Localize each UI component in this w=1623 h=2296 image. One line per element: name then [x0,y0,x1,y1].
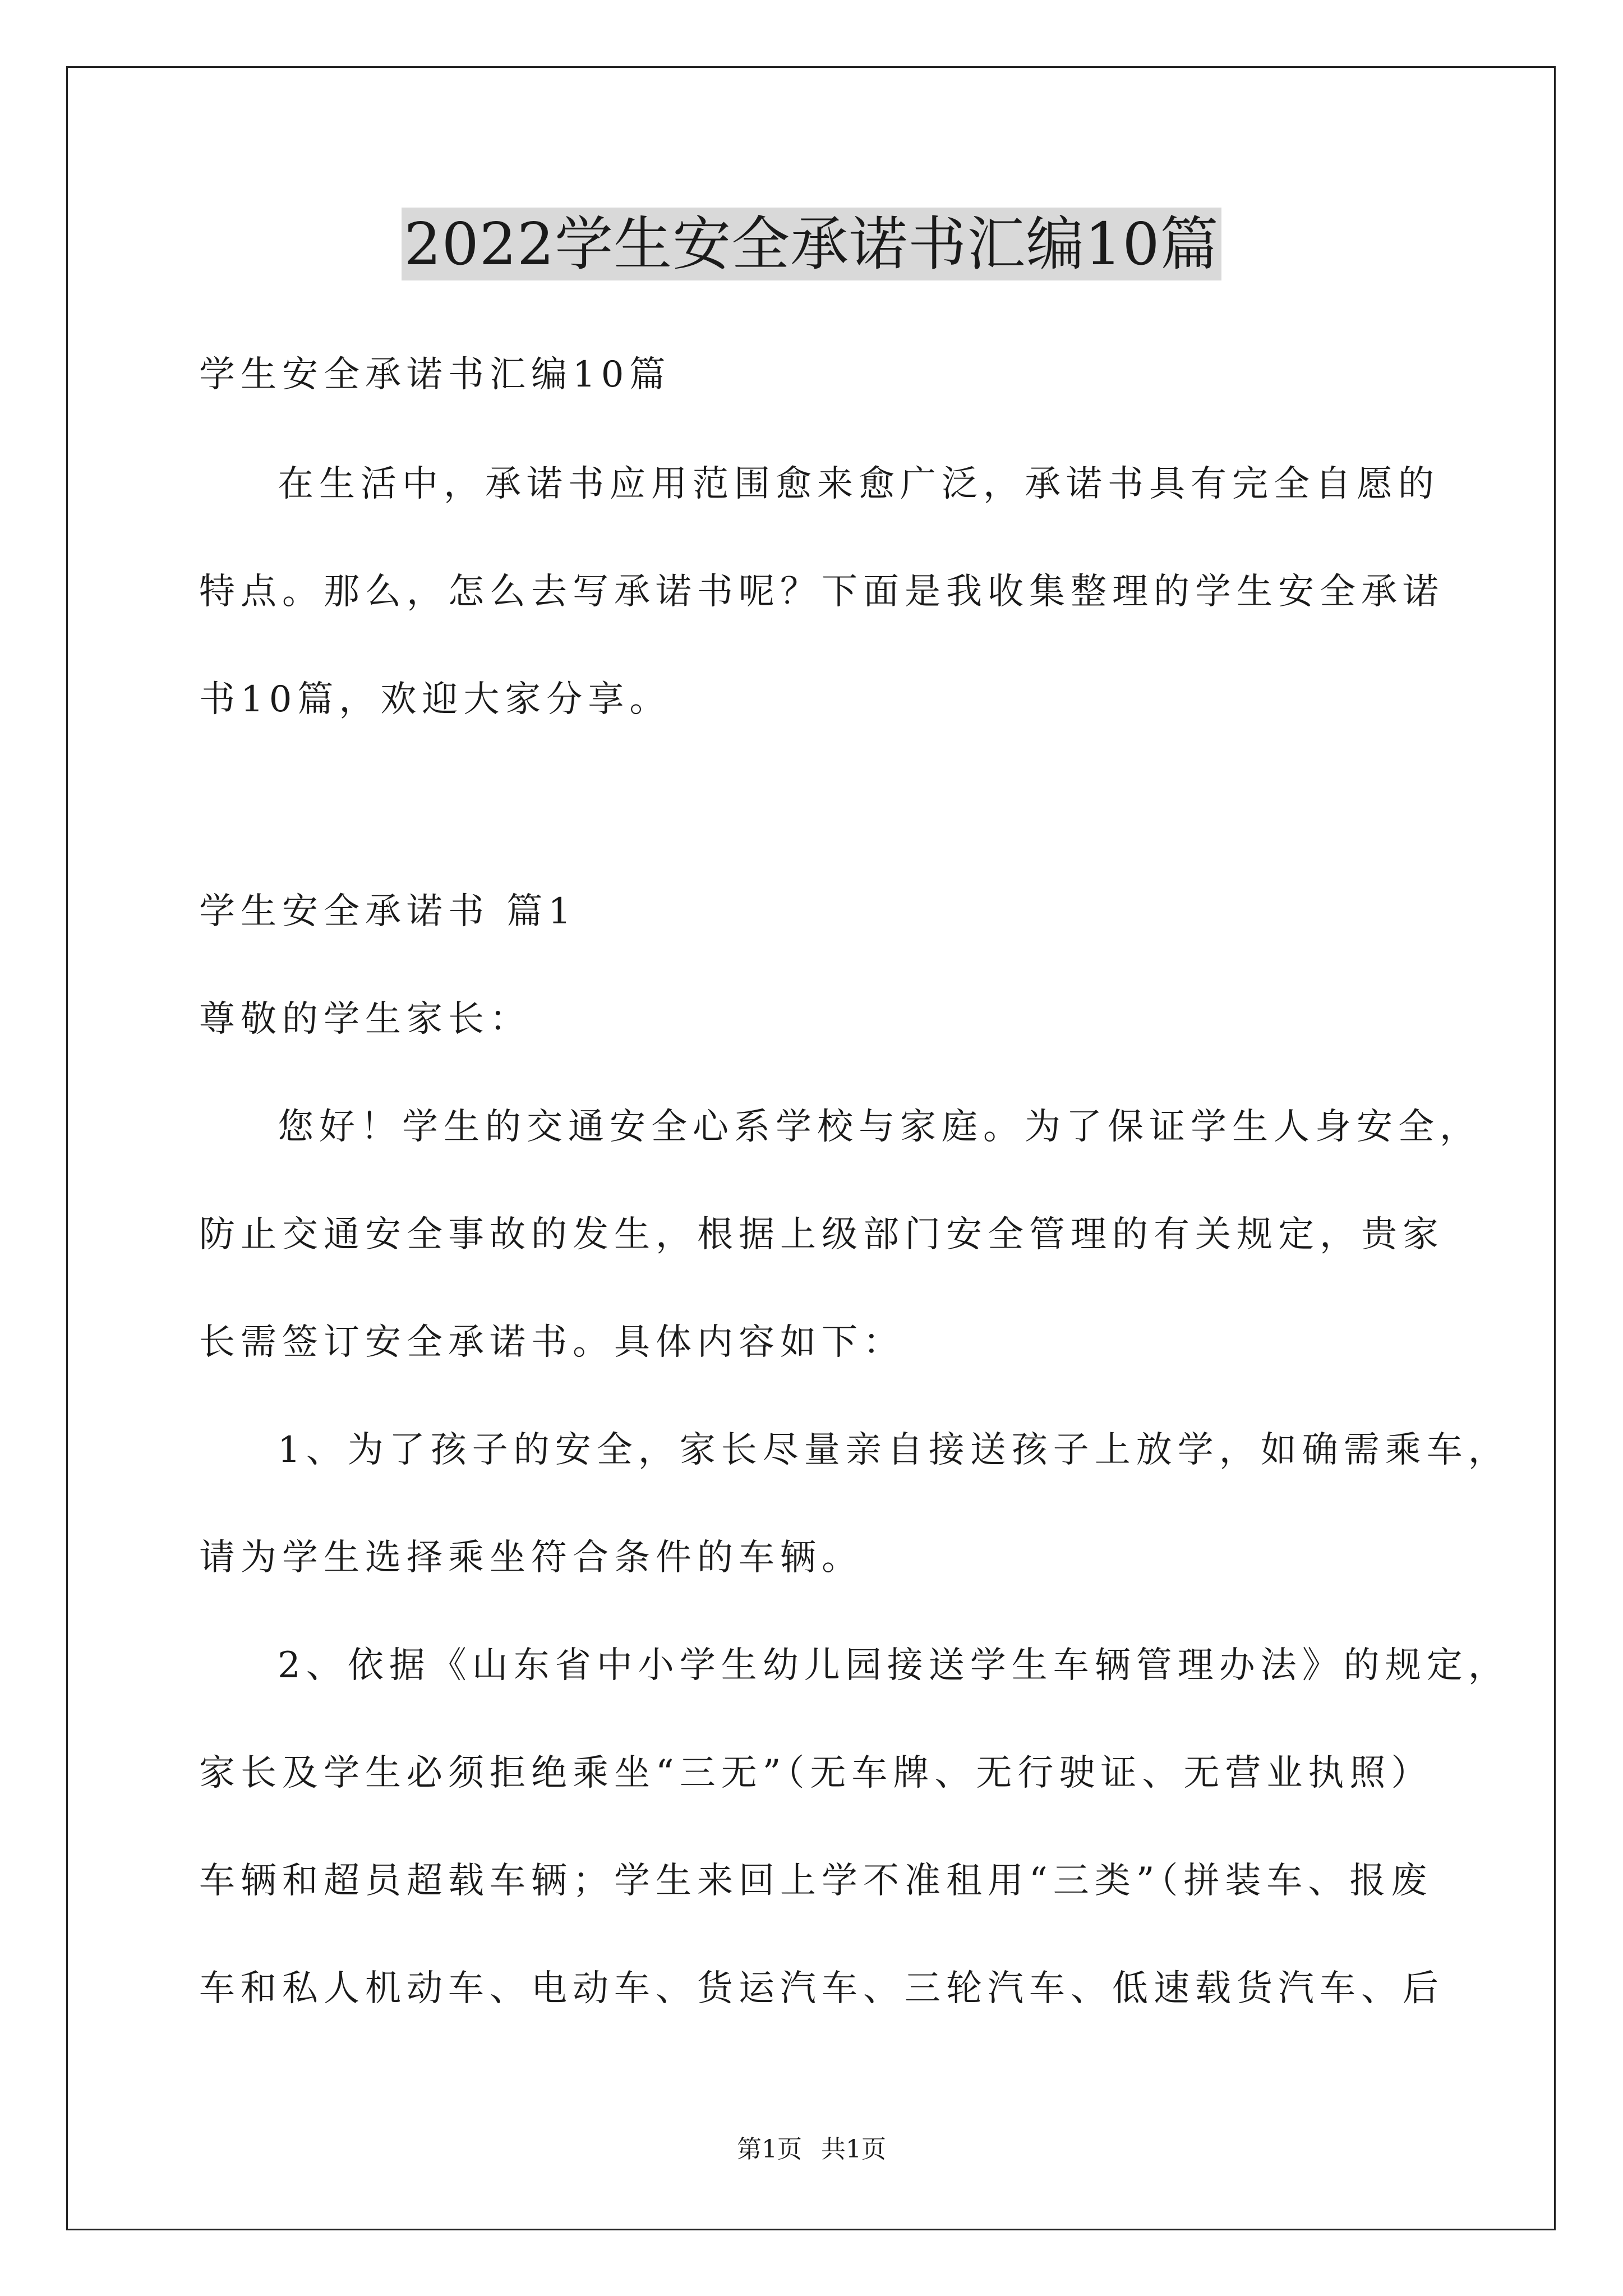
document-subtitle: 学生安全承诺书汇编10篇 [199,354,671,395]
paragraph-line: 书10篇，欢迎大家分享。 [199,679,671,720]
paragraph-line: 车辆和超员超载车辆；学生来回上学不准租用“三类”（拼装车、报废 [199,1860,1433,1902]
page-footer [0,2134,1623,2165]
document-title: 2022学生安全承诺书汇编10篇 [402,208,1221,280]
page-number: 第1页 [737,2135,802,2164]
paragraph-line: 在生活中，承诺书应用范围愈来愈广泛，承诺书具有完全自愿的 [278,463,1440,505]
section-heading: 学生安全承诺书 篇1 [199,891,577,932]
paragraph-line: 2、依据《山东省中小学生幼儿园接送学生车辆管理办法》的规定， [278,1645,1510,1686]
paragraph-line: 车和私人机动车、电动车、货运汽车、三轮汽车、低速载货汽车、后 [199,1968,1444,2009]
paragraph-line: 长需签订安全承诺书。具体内容如下： [199,1322,905,1363]
title-wrap [0,208,1623,280]
paragraph-line: 请为学生选择乘坐符合条件的车辆。 [199,1537,863,1579]
paragraph-line: 特点。那么，怎么去写承诺书呢？下面是我收集整理的学生安全承诺 [199,571,1444,613]
paragraph-line: 您好！学生的交通安全心系学校与家庭。为了保证学生人身安全， [278,1106,1481,1148]
salutation: 尊敬的学生家长： [199,999,531,1040]
page-total: 共1页 [821,2135,886,2164]
paragraph-line: 1、为了孩子的安全，家长尽量亲自接送孩子上放学，如确需乘车， [278,1429,1510,1471]
paragraph-line: 家长及学生必须拒绝乘坐“三无”（无车牌、无行驶证、无营业执照） [199,1752,1433,1794]
paragraph-line: 防止交通安全事故的发生，根据上级部门安全管理的有关规定，贵家 [199,1214,1444,1255]
